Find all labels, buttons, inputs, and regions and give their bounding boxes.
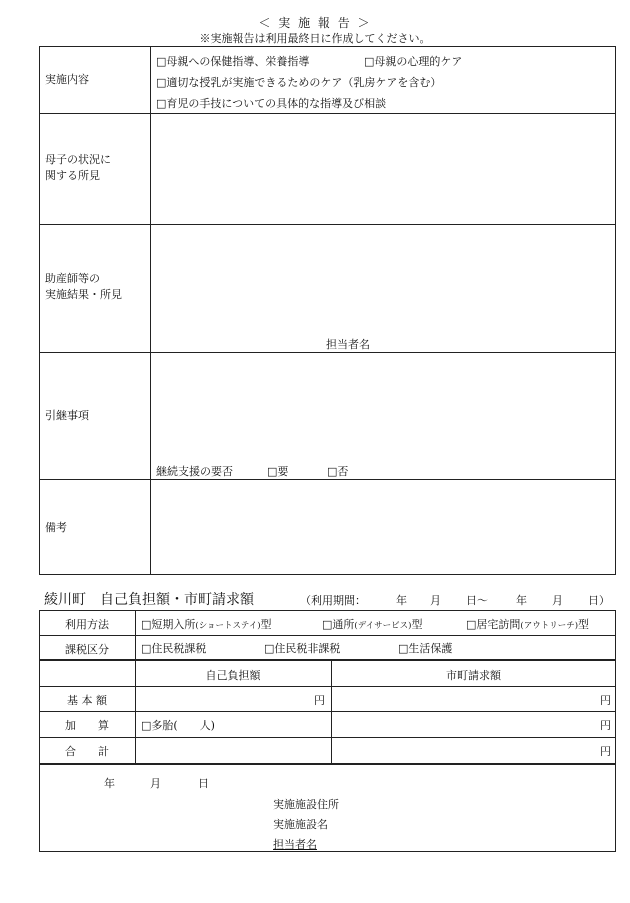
footer-staff-name: 担当者名 (273, 838, 317, 851)
base-self-yen: 円 (314, 694, 325, 707)
row-add-label: 加 算 (65, 719, 109, 732)
period-month2: 月 (552, 594, 563, 607)
content-label: 実施内容 (45, 73, 89, 86)
row-total-label: 合 計 (65, 745, 109, 758)
handover-label: 引継事項 (45, 409, 89, 422)
report-label-divider (150, 46, 151, 575)
option-psych-care[interactable]: □母親の心理的ケア (364, 55, 463, 68)
tax-label: 課税区分 (65, 643, 109, 656)
facility-name-label: 実施施設名 (273, 818, 328, 831)
total-city-yen: 円 (600, 745, 611, 758)
method-day-service-main: □通所 (322, 618, 355, 631)
row-base-label: 基 本 額 (67, 694, 107, 707)
add-city-yen: 円 (600, 719, 611, 732)
period-year1: 年 (396, 594, 407, 607)
tax-welfare[interactable]: □生活保護 (398, 642, 453, 655)
footer-year: 年 (104, 777, 115, 790)
col-self-header: 自己負担額 (205, 669, 261, 682)
base-city-yen: 円 (600, 694, 611, 707)
staff-name-label: 担当者名 (326, 338, 370, 351)
report-title: ＜ 実 施 報 告 ＞ (258, 16, 372, 30)
facility-address-label: 実施施設住所 (273, 798, 339, 811)
tax-resident-taxed[interactable]: □住民税課税 (141, 642, 207, 655)
midwife-label-line1: 助産師等の (45, 272, 100, 285)
period-open: （利用期間： (300, 594, 366, 607)
need-no-checkbox[interactable]: □否 (327, 465, 349, 478)
period-month1: 月 (430, 594, 441, 607)
method-day-service[interactable] (322, 616, 422, 632)
report-table (39, 46, 616, 575)
method-outreach[interactable] (466, 616, 589, 632)
mother-child-label-line1: 母子の状況に (45, 153, 111, 166)
method-outreach-sub: (アウトリーチ) (520, 621, 579, 631)
method-outreach-suffix: 型 (578, 618, 590, 631)
billing-heading-text: 綾川町 自己負担額・市町請求額 (44, 592, 254, 608)
period-year2: 年 (516, 594, 527, 607)
need-yes-checkbox[interactable]: □要 (267, 465, 289, 478)
method-day-service-suffix: 型 (411, 618, 423, 631)
method-label: 利用方法 (65, 618, 109, 631)
report-note: ※実施報告は利用最終日に作成してください。 (199, 32, 431, 45)
continued-support-label: 継続支援の要否 (156, 465, 233, 478)
option-health-guidance[interactable]: □母親への保健指導、栄養指導 (156, 55, 310, 68)
billing-heading (44, 589, 254, 609)
twins-checkbox[interactable]: □多胎( 人) (141, 719, 215, 732)
method-short-stay-main: □短期入所 (141, 618, 196, 631)
method-short-stay-sub: (ショートステイ) (195, 621, 261, 631)
method-day-service-sub: (デイサービス) (354, 621, 412, 631)
remarks-label: 備考 (45, 521, 67, 534)
option-childcare-guidance[interactable]: □育児の手技についての具体的な指導及び相談 (156, 97, 387, 110)
footer-month: 月 (150, 777, 161, 790)
mother-child-label-line2: 関する所見 (45, 169, 100, 182)
period-day1: 日～ (466, 594, 488, 607)
option-breastfeeding-care[interactable]: □適切な授乳が実施できるためのケア（乳房ケアを含む） (156, 76, 442, 89)
tax-resident-untaxed[interactable]: □住民税非課税 (264, 642, 341, 655)
method-short-stay[interactable] (141, 616, 272, 632)
footer-day: 日 (198, 777, 209, 790)
col-city-header: 市町請求額 (446, 669, 501, 682)
method-outreach-main: □居宅訪問 (466, 618, 521, 631)
period-day2: 日） (588, 594, 610, 607)
method-short-stay-suffix: 型 (260, 618, 272, 631)
midwife-label-line2: 実施結果・所見 (45, 288, 122, 301)
